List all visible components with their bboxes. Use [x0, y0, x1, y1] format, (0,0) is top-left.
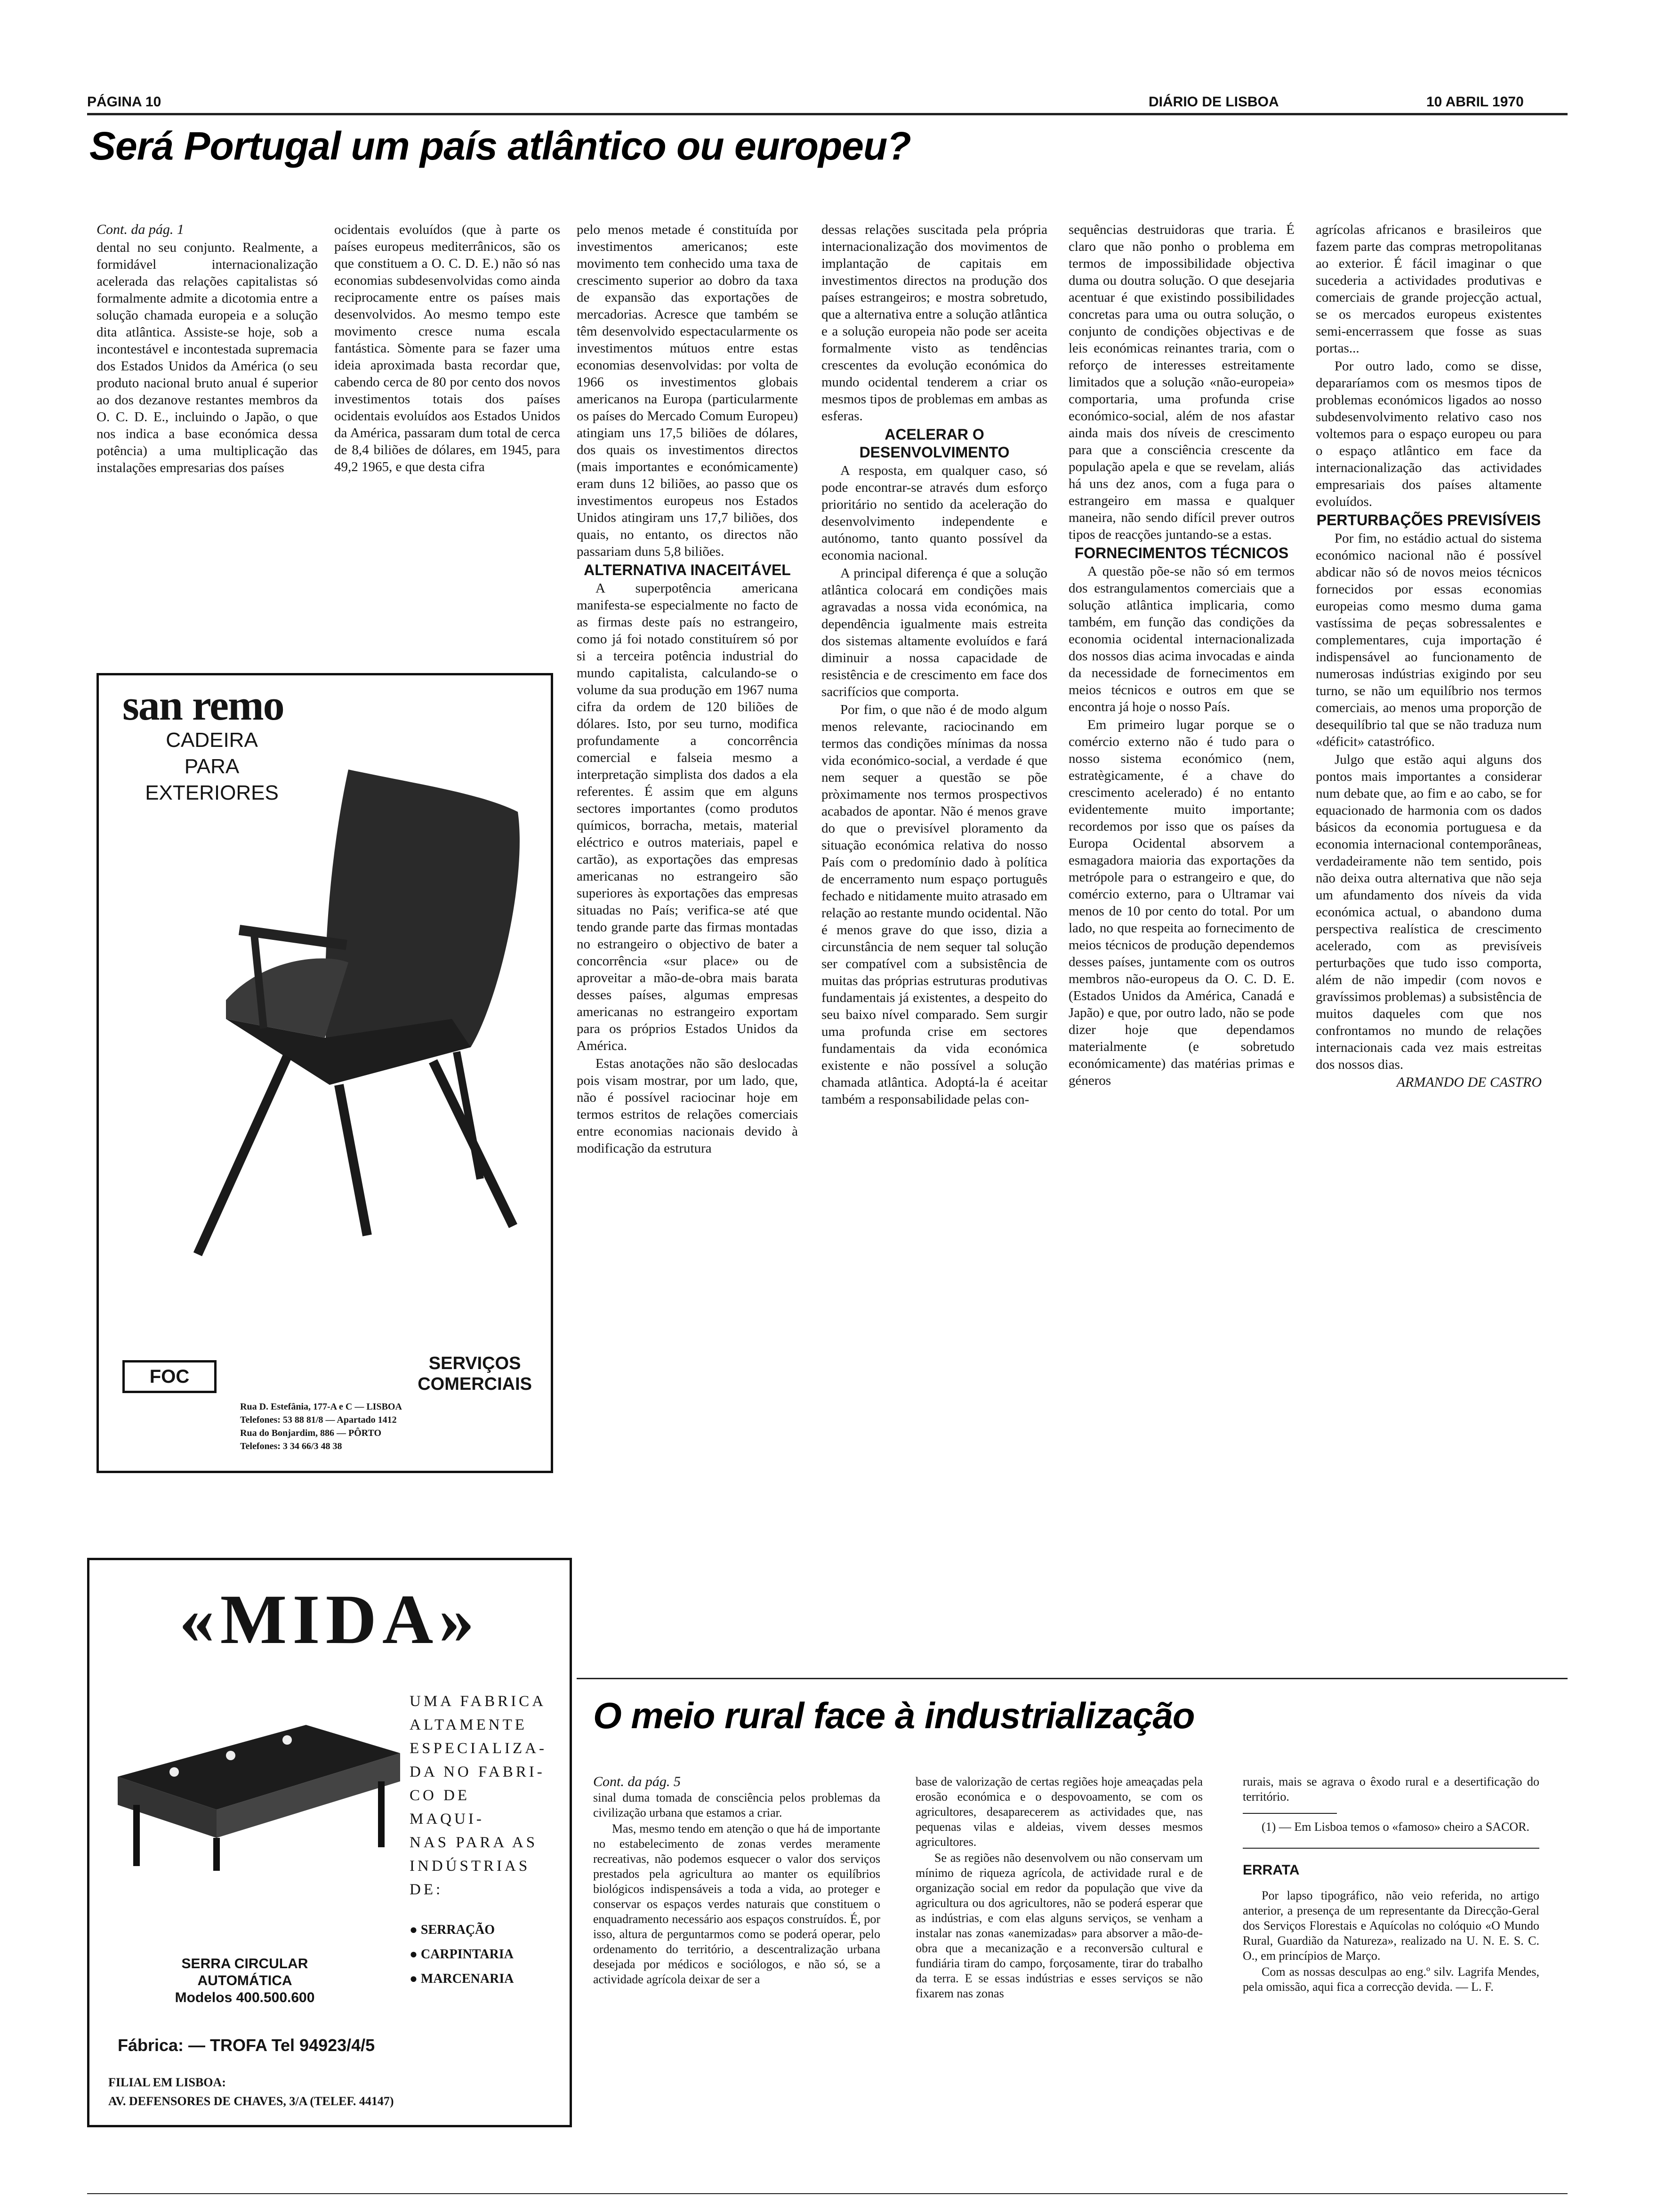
branch-line: FILIAL EM LISBOA: [108, 2076, 226, 2089]
article-headline: Será Portugal um país atlântico ou europeu? [89, 124, 911, 168]
paragraph: A superpotência americana manifesta-se especialmente no facto de as firmas deste país no estrangeiro, como já foi notado constituírem só por si a terceira potência industrial do mundo capitalista, calculando-se o volume da sua produção em 1967 numa cifra da ordem de 120 biliões de dólares. Isto, por seu turno, modifica profundamente a concorrência comercial e falseia mesmo a interpretação simplista dos dados a ela referentes. É assim que em alguns sectores importantes (como produtos químicos, borracha, metais, material eléctrico e outros materiais, papel e cartão), as exportações das empresas americanas no estrangeiro são superiores às exportações das empresas situadas no País; verifica-se até que tendo grande parte das firmas montadas no estrangeiro o objectivo de bater a concorrência «sur place» ou de aproveitar a mão-de-obra mais barata desses países, algumas empresas americanas no estrangeiro exportam para os próprios Estados Unidos da América. [577, 581, 798, 1053]
errata-text: Por lapso tipográfico, não veio referida, no artigo anterior, a presença de um representante da Direcção-Geral dos Serviços Florestais e Aquícolas no colóquio «O Mundo Rural, Guardião da Natureza», realizado na U. N. E. S. C. O., em princípios de Março. [1243, 1889, 1539, 1963]
paragraph: ocidentais evoluídos (que à parte os países europeus mediterrânicos, são os que constituem a O. C. D. E.) não só nas economias subdesenvolvidas como ainda reciprocamente entre os países mais desenvolvidos. Ao mesmo tempo este movimento cresce numa escala fantástica. Sòmente para se fazer uma ideia aproximada basta recordar que, cabendo cerca de 80 por cento dos novos investimentos totais dos países ocidentais evoluídos aos Estados Unidos da América, passaram dum total de cerca de 8,4 biliões de dólares, em 1945, para 49,2 1965, e que desta cifra [334, 222, 560, 474]
article-column-2 [334, 221, 560, 626]
subheading: FORNECIMENTOS TÉCNICOS [1074, 545, 1289, 561]
tagline-line: CADEIRA [166, 729, 258, 752]
factory-info: Fábrica: — TROFA Tel 94923/4/5 [118, 2036, 375, 2055]
continuation-note: Cont. da pág. 1 [97, 222, 184, 237]
address-line: Telefones: 53 88 81/8 — Apartado 1412 [240, 1415, 397, 1425]
paragraph: agrícolas africanos e brasileiros que fazem parte das compras metropolitanas ao exterior. É fácil imaginar o que sucederia a actividades produtivas e comerciais de grande projecção actual, se os mercados europeus existentes semi-encerrassem que fosse as suas portas... [1316, 222, 1542, 356]
services-line: COMERCIAIS [418, 1374, 532, 1394]
chair-illustration [169, 755, 541, 1264]
article-column-4 [821, 221, 1047, 1661]
paragraph: Por fim, no estádio actual do sistema económico nacional não é possível abdicar não só de novos meios técnicos fornecidos por essas economias europeias como mesmo duma gama vastíssima de peças sobressalentes e complementares, cuja importação é indispensável ao funcionamento de numerosas indústrias exigindo por seu turno, se não um equilíbrio nos termos comerciais, ao menos uma proporção de desequilíbrio tal que se não traduza num «déficit» catastrófico. [1316, 531, 1542, 749]
description-line: DE: [410, 1881, 443, 1898]
industry-item: ● SERRAÇÃO [410, 1923, 495, 1937]
article2-column-3 [1243, 1774, 1539, 2174]
tagline-line: PARA [184, 755, 240, 778]
author-signature: ARMANDO DE CASTRO [1396, 1074, 1542, 1090]
paragraph: dental no seu conjunto. Realmente, a formidável internacionalização acelerada das relações capitalistas só formalmente admite a dicotomia entre a solução chamada europeia e a solução dita atlântica. Assiste-se hoje, sob a incontestável e incontestada supremacia dos Estados Unidos da América (o seu produto nacional bruto anual é superior ao dos dezanove restantes membros da O. C. D. E., incluindo o Japão, o que nos indica a base económica dessa potência) a uma multiplicação das instalações empresarias dos países [97, 240, 318, 475]
branch-line: AV. DEFENSORES DE CHAVES, 3/A (TELEF. 44147) [108, 2094, 394, 2108]
newspaper-name: DIÁRIO DE LISBOA [1149, 94, 1279, 110]
paragraph: A questão põe-se não só em termos dos estrangulamentos comerciais que a solução atlântica implicaria, como também, em função das condições da economia ocidental internacionalizada dos nossos dias acima invocadas e ainda da necessidade de fornecimentos em meios técnicos e outros em que se encontra já hoje o nosso País. [1069, 564, 1295, 714]
caption-line: Modelos 400.500.600 [175, 1990, 315, 2005]
description-line: ALTAMENTE [410, 1716, 527, 1733]
description-line: CO DE MAQUI- [410, 1787, 484, 1827]
article-column-5 [1069, 221, 1295, 1661]
circular-saw-illustration [108, 1697, 410, 1875]
sanremo-brand: san remo [122, 681, 284, 729]
mida-brand: «MIDA» [179, 1580, 480, 1659]
footnote: (1) — Em Lisboa temos o «famoso» cheiro a SACOR. [1262, 1820, 1530, 1834]
mida-industries [410, 1918, 514, 1991]
paragraph: Se as regiões não desenvolvem ou não conservam um mínimo de riqueza agrícola, de actividade rural e de organização social em redor da população que vive da agricultura ou dos agricultores, não se poderá esperar que as indústrias, e com elas alguns serviços, se venham a instalar nas zonas «anemizadas» para absorver a mão-de-obra que a mecanização e a reconversão cultural e fundiária tiram do campo, forçosamente, tirar do trabalho da terra. E se essas indústrias e esses serviços se não fixarem nas zonas [916, 1851, 1203, 2000]
footnote-rule [1243, 1813, 1337, 1814]
paragraph: Por outro lado, como se disse, depararíamos com os mesmos tipos de problemas económicos ligados ao nosso subdesenvolvimento relativo caso nos voltemos para o espaço europeu ou para o espaço atlântico em face da internacionalização das actividades empresariais dos países altamente evoluídos. [1316, 359, 1542, 509]
paragraph: rurais, mais se agrava o êxodo rural e a desertificação do território. [1243, 1775, 1539, 1803]
paragraph: Julgo que estão aqui alguns dos pontos mais importantes a considerar num debate que, ao fim e ao cabo, se for equacionado de harmonia com os dados básicos da economia portuguesa e da economia internacional contemporâneas, verdadeiramente não tem sentido, pois não deixa outra alternativa que não seja um afundamento dos níveis da vida económica actual, o abandono duma perspectiva realística de crescimento acelerado, com as previsíveis perturbações que tudo isso comporta, além de não impedir (com novos e gravíssimos problemas) a subsistência de muitos daqueles com que nos confrontamos no mundo de relações internacionais cada vez mais estreitas dos nossos dias. [1316, 752, 1542, 1072]
paragraph: dessas relações suscitada pela própria internacionalização dos movimentos de implantação de capitais em investimentos directos na produção dos países estrangeiros; e mostra sobretudo, que a alternativa entre a solução atlântica e a solução europeia não pode ser aceita formalmente visto as tendências crescentes da evolução económica do mundo ocidental tenderem a criar os mesmos tipos de problemas em ambas as esferas. [821, 222, 1047, 424]
errata-text: Com as nossas desculpas ao eng.º silv. Lagrifa Mendes, pela omissão, aqui fica a correcção devida. — L. F. [1243, 1965, 1539, 1994]
article2-column-2 [916, 1774, 1203, 2174]
paragraph: Estas anotações não são deslocadas pois visam mostrar, por um lado, que, não é possível raciocinar hoje em termos estritos de relações comerciais entre economias nacionais devido à modificação da estrutura [577, 1056, 798, 1156]
paragraph: A principal diferença é que a solução atlântica colocará em condições mais agravadas a nossa vida económica, na dependência igualmente mais estreita dos sistemas altamente evoluídos e fará diminuir a nossa capacidade de resistência e de crescimento em face dos sacrifícios que comporta. [821, 566, 1047, 699]
continuation-note: Cont. da pág. 5 [593, 1774, 681, 1789]
sanremo-advertisement [97, 673, 553, 1473]
address-line: Rua do Bonjardim, 886 — PÔRTO [240, 1428, 382, 1438]
paragraph: pelo menos metade é constituída por investimentos americanos; este movimento tem conhecido uma taxa de crescimento superior ao dobro da taxa de expansão das exportações de mercadorias. Acresce que também se têm desenvolvido espectacularmente os investimentos mútuos entre estas economias desenvolvidas: por volta de 1966 os investimentos globais americanos na Europa (particularmente os países do Mercado Comum Europeu) atingiam uns 17,5 biliões de dólares, dos quais os investimentos directos (mais importantes e económicamente) eram duns 12 biliões, ao passo que os investimentos europeus nos Estados Unidos atingiram uns 17,7 biliões, dos quais, no entanto, os directos não passariam duns 5,8 biliões. [577, 222, 798, 559]
page-bottom-rule [87, 2193, 1568, 2194]
article2-column-1 [593, 1774, 880, 2174]
header-rule [87, 113, 1568, 115]
description-line: DA NO FABRI- [410, 1763, 545, 1780]
article-divider [577, 1678, 1568, 1679]
description-line: NAS PARA AS [410, 1834, 538, 1851]
description-line: ESPECIALIZA- [410, 1740, 547, 1757]
errata-rule [1243, 1848, 1539, 1849]
subheading: ACELERAR O DESENVOLVIMENTO [859, 426, 1010, 461]
paragraph: sequências destruidoras que traria. É claro que não ponho o problema em termos de impossibilidade objectiva duma ou doutra solução. O que desejaria acentuar é que existindo possibilidades concretas para uma ou outra solução, o conjunto de condições objectivas e de leis económicas reinantes traria, com o reforço de interesses estreitamente limitados que a solução «não-europeia» comportaria, uma profunda crise económico-social, além de nos afastar ainda mais dos níveis de crescimento para que a consciência crescente da população apela e que se revelam, aliás há uns dez anos, com a fuga para o estrangeiro em massa e qualquer maneira, não sendo difícil prever outros tipos de reacções juntando-se a estas. [1069, 222, 1295, 542]
caption-line: SERRA CIRCULAR [181, 1956, 308, 1972]
description-line: UMA FABRICA [410, 1693, 547, 1710]
machine-caption [141, 1956, 348, 2006]
services-label [418, 1353, 532, 1395]
paragraph: Em primeiro lugar porque se o comércio externo não é tudo para o nosso sistema económico (nem, estratègicamente, é a chave do crescimento acelerado) é no entanto evidentemente muito importante; recordemos por isso que os países da Europa Ocidental absorvem a esmagadora maioria das exportações da metrópole para o estrangeiro e que, do comércio externo, para o Ultramar vai menos de 10 por cento do total. Por um lado, no que respeita ao fornecimento de meios técnicos de produção dependemos desses países, juntamente com os outros membros não-europeus da O. C. D. E. (Estados Unidos da América, Canadá e Japão) e que, por outro lado, não se pode dizer hoje que dependamos materialmente (e sobretudo económicamente) das matérias primas e géneros [1069, 717, 1295, 1088]
tagline-line: EXTERIORES [145, 781, 279, 804]
article2-headline: O meio rural face à industrialização [593, 1695, 1195, 1736]
branch-info [108, 2073, 394, 2111]
paragraph: base de valorização de certas regiões hoje ameaçadas pela erosão económica e o despovoamento, se com os agricultores, desaparecerem as actividades que, nas pequenas vilas e aldeias, vivem desses mesmos agricultores. [916, 1775, 1203, 1849]
mida-advertisement [87, 1558, 572, 2127]
address-line: Rua D. Estefânia, 177-A e C — LISBOA [240, 1402, 402, 1412]
industry-item: ● CARPINTARIA [410, 1947, 514, 1962]
paragraph: A resposta, em qualquer caso, só pode encontrar-se através dum esforço prioritário no sentido da aceleração do desenvolvimento independente e autónomo, tanto quanto possível da economia nacional. [821, 463, 1047, 563]
page-number: PÁGINA 10 [87, 94, 161, 110]
paragraph: Mas, mesmo tendo em atenção o que há de importante no estabelecimento de zonas verdes meramente recreativas, não podemos esquecer o valor dos serviços prestados pela agricultura ao manter os equilíbrios biológicos indispensáveis a toda a vida, ao proteger e conservar os espaços verdes naturais que constituem o enquadramento necessário aos espaços construídos. É, por isso, altura de perguntarmos como se poderá operar, pelo ordenamento do território, a descentralização urbana desejada por médicos e sociólogos, e não só, se a actividade agrícola deixar de ser a [593, 1822, 880, 1986]
foc-logo: FOC [122, 1360, 217, 1393]
article-column-3 [577, 221, 798, 1661]
services-line: SERVIÇOS [428, 1354, 521, 1373]
subheading: ALTERNATIVA INACEITÁVEL [584, 561, 791, 578]
mida-description [410, 1690, 551, 1901]
sanremo-addresses [240, 1400, 402, 1453]
article-column-1 [97, 221, 318, 626]
paragraph: sinal duma tomada de consciência pelos problemas da civilização urbana que estamos a criar. [593, 1791, 880, 1819]
caption-line: AUTOMÁTICA [197, 1973, 292, 1988]
description-line: INDÚSTRIAS [410, 1858, 531, 1875]
errata-title: ERRATA [1243, 1862, 1300, 1878]
paragraph: Por fim, o que não é de modo algum menos relevante, raciocinando em termos das condições mínimas da nossa vida económico-social, a verdade é que nem sequer a questão se põe pròximamente nos termos prospectivos acabados de apontar. Não é menos grave do que o previsível ploramento da situação económica relativa do nosso País com o predomínio dado à política de encerramento num espaço português fechado e nitidamente muito atrasado em relação ao restante mundo ocidental. Não é menos grave do que isso, dizia a circunstância de nem sequer tal solução ser compatível com a subsistência de muitas das próprias estruturas produtivas fundamentais já existentes, a despeito do seu baixo nível comparado. Sem surgir uma profunda crise em sectores fundamentais da vida económica existente e não possível a solução chamada atlântica. Adoptá-la é aceitar também a responsabilidade pelas con- [821, 702, 1047, 1107]
issue-date: 10 ABRIL 1970 [1426, 94, 1524, 110]
industry-item: ● MARCENARIA [410, 1972, 514, 1986]
address-line: Telefones: 3 34 66/3 48 38 [240, 1441, 342, 1451]
article-column-6 [1316, 221, 1542, 1661]
subheading: PERTURBAÇÕES PREVISÍVEIS [1316, 512, 1541, 529]
